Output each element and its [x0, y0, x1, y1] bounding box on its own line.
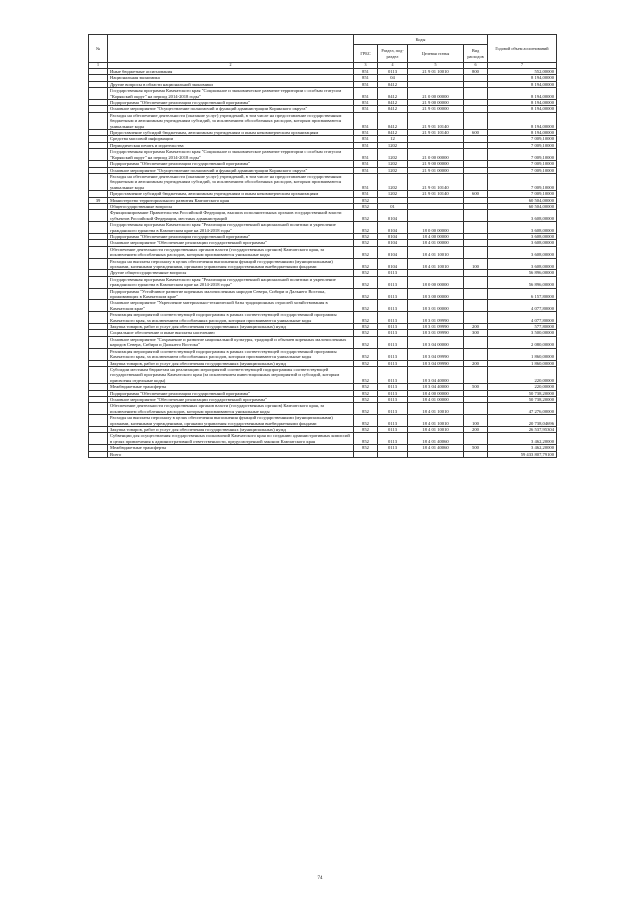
- row-grbs: 852: [354, 336, 378, 348]
- table-row: [89, 348, 557, 360]
- row-amount: 577,80000: [488, 324, 557, 330]
- column-index: 7: [488, 63, 557, 69]
- row-number: [89, 348, 108, 360]
- row-amount: 3 608,00000: [488, 222, 557, 234]
- row-section: 0113: [378, 366, 408, 383]
- row-grbs: 851: [354, 69, 378, 75]
- col-amount-header: Годовой объем ассигнований: [488, 35, 557, 63]
- row-kind: 200: [464, 360, 488, 366]
- row-target: 18 3 04 40000: [408, 384, 464, 390]
- row-name: Государственная программа Камчатского края "Социальное и экономическое развитие территории с особым статусом "Корякский округ" на период 2014-2018 годы": [108, 88, 354, 100]
- row-grbs: 852: [354, 258, 378, 270]
- row-name: Социальное обеспечение и иные выплаты населению: [108, 330, 354, 336]
- table-row: [89, 173, 557, 190]
- row-target: 18 4 00 00000: [408, 233, 464, 239]
- row-amount: 1 860,00000: [488, 360, 557, 366]
- row-target: 18 4 01 00000: [408, 396, 464, 402]
- row-section: 1202: [378, 149, 408, 161]
- row-kind: 100: [464, 415, 488, 427]
- row-grbs: 852: [354, 384, 378, 390]
- row-amount: 20 738,04696: [488, 415, 557, 427]
- row-section: 0113: [378, 312, 408, 324]
- row-kind: 800: [464, 69, 488, 75]
- row-grbs: 851: [354, 136, 378, 142]
- row-name: Другие общегосударственные вопросы: [108, 270, 354, 276]
- table-row: [89, 403, 557, 415]
- row-amount: 7 009,10000: [488, 161, 557, 167]
- row-name: Обеспечение деятельности государственных органов власти (государственных органов) Камчатского края, за исключением обособленных расходов, которым присваиваются уникальные коды: [108, 246, 354, 258]
- row-section: 0104: [378, 246, 408, 258]
- row-section: 0113: [378, 426, 408, 432]
- row-amount: 552,00000: [488, 69, 557, 75]
- row-number: [89, 112, 108, 129]
- row-name: Межбюджетные трансферты: [108, 384, 354, 390]
- row-grbs: 851: [354, 167, 378, 173]
- row-grbs: 852: [354, 366, 378, 383]
- row-name: Подпрограмма "Устойчивое развитие коренных малочисленных народов Севера, Сибири и Дальнего Востока, проживающих в Камчатском крае": [108, 288, 354, 300]
- row-kind: [464, 348, 488, 360]
- row-amount: 7 009,10000: [488, 142, 557, 148]
- total-label: Всего: [108, 451, 354, 457]
- row-target: 21 0 00 00000: [408, 88, 464, 100]
- row-target: 21 9 01 10140: [408, 112, 464, 129]
- row-grbs: 851: [354, 100, 378, 106]
- row-amount: 50 738,20000: [488, 396, 557, 402]
- row-section: 0104: [378, 258, 408, 270]
- row-kind: 200: [464, 426, 488, 432]
- row-amount: 3 462,20000: [488, 445, 557, 451]
- row-amount: 7 009,10000: [488, 167, 557, 173]
- row-target: 18 3 00 00000: [408, 288, 464, 300]
- row-name: Расходы на выплаты персоналу в целях обеспечения выполнения функций государственными (муниципальными) органами, казенными учреждениями, органами управления государственными внебюджетными фондами: [108, 258, 354, 270]
- row-grbs: 851: [354, 106, 378, 112]
- column-index: 5: [408, 63, 464, 69]
- row-section: 0412: [378, 106, 408, 112]
- row-name: Предоставление субсидий бюджетным, автономным учреждениям и иным некоммерческим организациям: [108, 191, 354, 197]
- row-name: Основное мероприятие "Осуществление полномочий и функций администрации Корякского округа": [108, 167, 354, 173]
- row-grbs: 852: [354, 415, 378, 427]
- row-section: 0104: [378, 240, 408, 246]
- col-num-header: №: [89, 35, 108, 63]
- total-num: [89, 451, 108, 457]
- row-amount: 7 009,10000: [488, 191, 557, 197]
- row-name: Общегосударственные вопросы: [108, 203, 354, 209]
- row-grbs: 851: [354, 161, 378, 167]
- row-section: 0113: [378, 445, 408, 451]
- total-empty: [408, 451, 464, 457]
- row-grbs: 852: [354, 240, 378, 246]
- row-name: Расходы на выплаты персоналу в целях обеспечения выполнения функций государственными (муниципальными) органами, казенными учреждениями, органами управления государственными внебюджетными фондами: [108, 415, 354, 427]
- table-row: [89, 366, 557, 383]
- row-amount: 8 194,00000: [488, 112, 557, 129]
- row-number: [89, 366, 108, 383]
- row-section: 0113: [378, 415, 408, 427]
- row-name: Основное мероприятие "Осуществление полномочий и функций администрации Корякского округа": [108, 106, 354, 112]
- table-header: [89, 35, 557, 69]
- row-number: [89, 258, 108, 270]
- row-grbs: 852: [354, 390, 378, 396]
- row-section: 0412: [378, 81, 408, 87]
- table-row: [89, 276, 557, 288]
- row-name: Закупка товаров, работ и услуг для обеспечения государственных (муниципальных) нужд: [108, 324, 354, 330]
- row-amount: 3 608,00000: [488, 246, 557, 258]
- row-kind: [464, 210, 488, 222]
- row-target: 18 3 04 09990: [408, 360, 464, 366]
- row-amount: 220,00000: [488, 384, 557, 390]
- row-amount: 8 194,00000: [488, 130, 557, 136]
- row-number: [89, 246, 108, 258]
- row-name: Субсидии местным бюджетам на реализацию мероприятий соответствующей подпрограммы соответствующей государственной программы Камчатского края (за исключением инвестиционных мероприятий и субсидий, которым присвоены отдельные коды): [108, 366, 354, 383]
- row-amount: 8 194,00000: [488, 75, 557, 81]
- row-number: 39: [89, 197, 108, 203]
- row-target: 18 4 01 40060: [408, 445, 464, 451]
- row-section: 0113: [378, 300, 408, 312]
- row-amount: 3 608,00000: [488, 240, 557, 246]
- row-number: [89, 288, 108, 300]
- row-amount: 3 500,00000: [488, 330, 557, 336]
- row-grbs: 852: [354, 433, 378, 445]
- row-kind: [464, 288, 488, 300]
- column-index: 3: [354, 63, 378, 69]
- row-grbs: 851: [354, 88, 378, 100]
- row-grbs: 852: [354, 312, 378, 324]
- row-kind: [464, 276, 488, 288]
- total-empty: [378, 451, 408, 457]
- row-grbs: 851: [354, 191, 378, 197]
- row-section: 0113: [378, 276, 408, 288]
- row-kind: 600: [464, 191, 488, 197]
- row-target: 18 4 01 00000: [408, 240, 464, 246]
- total-empty: [354, 451, 378, 457]
- row-target: 21 9 01 10140: [408, 173, 464, 190]
- row-number: [89, 433, 108, 445]
- row-name: Иные бюджетные ассигнования: [108, 69, 354, 75]
- row-section: 0113: [378, 330, 408, 336]
- row-section: 1202: [378, 167, 408, 173]
- row-number: [89, 210, 108, 222]
- table-row: [89, 112, 557, 129]
- row-target: 21 9 00 00000: [408, 100, 464, 106]
- row-section: 0104: [378, 222, 408, 234]
- row-target: 18 3 01 09990: [408, 330, 464, 336]
- row-amount: 8 194,00000: [488, 100, 557, 106]
- row-name: Расходы на обеспечение деятельности (оказание услуг) учреждений, в том числе на предоставление государственным бюджетным и автономным учреждениям субсидий, за исключением обособленных расходов, которым присваиваются уникальные коды: [108, 173, 354, 190]
- row-number: [89, 336, 108, 348]
- row-grbs: 852: [354, 276, 378, 288]
- row-grbs: 852: [354, 203, 378, 209]
- row-name: Подпрограмма "Обеспечение реализации государственной программы": [108, 233, 354, 239]
- col-grbs-header: ГРБС: [354, 45, 378, 63]
- row-amount: 7 009,10000: [488, 136, 557, 142]
- row-kind: 300: [464, 330, 488, 336]
- row-name: Предоставление субсидий бюджетным, автономным учреждениям и иным некоммерческим организациям: [108, 130, 354, 136]
- row-section: 0113: [378, 348, 408, 360]
- row-amount: 26 537,95304: [488, 426, 557, 432]
- row-amount: 3 608,00000: [488, 258, 557, 270]
- row-amount: 3 462,20000: [488, 433, 557, 445]
- table-row: [89, 210, 557, 222]
- row-amount: 60 504,00000: [488, 197, 557, 203]
- row-amount: 60 504,00000: [488, 203, 557, 209]
- row-target: 18 3 01 09990: [408, 312, 464, 324]
- table-row: [89, 312, 557, 324]
- row-section: 1202: [378, 191, 408, 197]
- row-amount: 1 860,00000: [488, 348, 557, 360]
- row-grbs: 852: [354, 270, 378, 276]
- row-amount: 6 157,80000: [488, 288, 557, 300]
- row-name: Подпрограмма "Обеспечение реализации государственной программы": [108, 390, 354, 396]
- row-section: 0113: [378, 390, 408, 396]
- row-target: 21 9 01 00000: [408, 106, 464, 112]
- row-section: 12: [378, 136, 408, 142]
- col-kind-header: Вид расходов: [464, 45, 488, 63]
- budget-document: [88, 34, 556, 458]
- row-section: 0113: [378, 396, 408, 402]
- row-section: 0412: [378, 88, 408, 100]
- row-amount: 220,00000: [488, 366, 557, 383]
- row-kind: [464, 246, 488, 258]
- row-section: 1202: [378, 142, 408, 148]
- row-grbs: 852: [354, 445, 378, 451]
- row-target: 18 4 01 10010: [408, 246, 464, 258]
- row-name: Закупка товаров, работ и услуг для обеспечения государственных (муниципальных) нужд: [108, 426, 354, 432]
- row-target: 21 9 01 10010: [408, 69, 464, 75]
- row-target: 18 4 01 10010: [408, 415, 464, 427]
- row-target: 21 0 00 00000: [408, 149, 464, 161]
- row-section: 0113: [378, 336, 408, 348]
- row-kind: [464, 336, 488, 348]
- table-row: [89, 433, 557, 445]
- row-name: Межбюджетные трансферты: [108, 445, 354, 451]
- total-amount: 59 433 807,79100: [488, 451, 557, 457]
- row-target: 21 9 01 10140: [408, 191, 464, 197]
- row-number: [89, 149, 108, 161]
- row-amount: 8 194,00000: [488, 81, 557, 87]
- row-kind: 200: [464, 324, 488, 330]
- row-grbs: 852: [354, 288, 378, 300]
- row-section: 0104: [378, 233, 408, 239]
- row-name: Министерство территориального развития Камчатского края: [108, 197, 354, 203]
- row-target: [408, 210, 464, 222]
- row-name: Государственная программа Камчатского края "Реализация государственной национальной политики и укрепление гражданского единства в Камчатском крае на 2014-2018 годы": [108, 276, 354, 288]
- row-target: 21 9 01 10140: [408, 130, 464, 136]
- row-section: 0412: [378, 130, 408, 136]
- row-section: 0104: [378, 210, 408, 222]
- row-name: Другие вопросы в области национальной экономики: [108, 81, 354, 87]
- column-index: 1: [89, 63, 108, 69]
- table-row: [89, 88, 557, 100]
- row-grbs: 851: [354, 130, 378, 136]
- row-grbs: 851: [354, 75, 378, 81]
- row-section: 0412: [378, 100, 408, 106]
- row-amount: 2 080,00000: [488, 336, 557, 348]
- row-grbs: 852: [354, 324, 378, 330]
- row-amount: 7 009,10000: [488, 173, 557, 190]
- row-name: Функционирование Правительства Российской Федерации, высших исполнительных органов государственной власти субъектов Российской Федерации, местных администраций: [108, 210, 354, 222]
- table-row: [89, 300, 557, 312]
- row-grbs: 852: [354, 396, 378, 402]
- row-kind: 600: [464, 130, 488, 136]
- row-target: 18 4 01 10010: [408, 258, 464, 270]
- row-section: 0113: [378, 270, 408, 276]
- row-grbs: 852: [354, 360, 378, 366]
- table-row: [89, 222, 557, 234]
- row-kind: [464, 149, 488, 161]
- row-kind: [464, 300, 488, 312]
- row-amount: 8 194,00000: [488, 106, 557, 112]
- row-kind: 500: [464, 384, 488, 390]
- row-amount: 4 077,80000: [488, 300, 557, 312]
- row-grbs: 851: [354, 81, 378, 87]
- row-section: 0113: [378, 324, 408, 330]
- row-grbs: 851: [354, 142, 378, 148]
- row-number: [89, 222, 108, 234]
- row-kind: [464, 403, 488, 415]
- row-name: Периодическая печать и издательства: [108, 142, 354, 148]
- table-row: [89, 415, 557, 427]
- row-section: 01: [378, 203, 408, 209]
- column-index: 4: [378, 63, 408, 69]
- row-section: 0412: [378, 112, 408, 129]
- row-name: Реализация мероприятий соответствующей подпрограммы в рамках соответствующей государственной программы Камчатского края, за исключением обособленных расходов, которым присваиваются уникальные коды: [108, 312, 354, 324]
- column-index: 2: [108, 63, 354, 69]
- table-row: [89, 258, 557, 270]
- row-kind: 500: [464, 445, 488, 451]
- row-amount: 8 194,00000: [488, 88, 557, 100]
- row-kind: [464, 433, 488, 445]
- row-section: 04: [378, 75, 408, 81]
- table-row: [89, 288, 557, 300]
- row-grbs: 851: [354, 149, 378, 161]
- col-section-header: Раздел, под-раздел: [378, 45, 408, 63]
- row-name: Основное мероприятие "Обеспечение реализации государственной программы": [108, 396, 354, 402]
- row-grbs: 852: [354, 403, 378, 415]
- row-amount: 4 077,80000: [488, 312, 557, 324]
- row-name: Национальная экономика: [108, 75, 354, 81]
- table-row: [89, 336, 557, 348]
- row-kind: [464, 366, 488, 383]
- codes-header: Коды: [354, 35, 488, 45]
- col-target-header: Целевая статья: [408, 45, 464, 63]
- row-number: [89, 276, 108, 288]
- row-amount: 50 738,20000: [488, 390, 557, 396]
- row-kind: [464, 112, 488, 129]
- row-target: 18 3 04 09990: [408, 348, 464, 360]
- row-number: [89, 88, 108, 100]
- row-target: 18 3 01 00000: [408, 300, 464, 312]
- row-kind: [464, 88, 488, 100]
- table-row: [89, 246, 557, 258]
- row-name: Государственная программа Камчатского края "Социальное и экономическое развитие территории с особым статусом "Корякский округ" на период 2014-2018 годы": [108, 149, 354, 161]
- row-target: 18 3 04 00000: [408, 336, 464, 348]
- row-grbs: 852: [354, 330, 378, 336]
- row-grbs: 851: [354, 112, 378, 129]
- row-grbs: 852: [354, 197, 378, 203]
- row-target: 18 3 04 40000: [408, 366, 464, 383]
- page-number: 74: [317, 876, 323, 881]
- row-name: Расходы на обеспечение деятельности (оказание услуг) учреждений, в том числе на предоставление государственным бюджетным и автономным учреждениям субсидий, за исключением обособленных расходов, которым присваиваются уникальные коды: [108, 112, 354, 129]
- row-section: 0113: [378, 288, 408, 300]
- row-name: Подпрограмма "Обеспечение реализации государственной программы": [108, 161, 354, 167]
- row-name: Средства массовой информации: [108, 136, 354, 142]
- col-name-header: [108, 35, 354, 63]
- row-section: 0113: [378, 360, 408, 366]
- row-name: Основное мероприятие "Сохранение и развитие национальной культуры, традиций и обычаев коренных малочисленных народов Севера, Сибири и Дальнего Востока": [108, 336, 354, 348]
- table-row: [89, 149, 557, 161]
- row-name: Основное мероприятие "Обеспечение реализации государственной программы": [108, 240, 354, 246]
- row-name: Основное мероприятие "Укрепление материально-технической базы традиционных отраслей хозяйствования в Камчатском крае": [108, 300, 354, 312]
- row-kind: 100: [464, 258, 488, 270]
- row-target: 21 9 00 00000: [408, 161, 464, 167]
- total-row: [89, 451, 557, 457]
- budget-table: [88, 34, 557, 458]
- row-section: 0113: [378, 403, 408, 415]
- row-grbs: 852: [354, 426, 378, 432]
- row-amount: 56 896,00000: [488, 270, 557, 276]
- row-target: 21 9 01 00000: [408, 167, 464, 173]
- row-section: 1202: [378, 173, 408, 190]
- row-section: 0113: [378, 433, 408, 445]
- row-target: 18 4 01 40060: [408, 433, 464, 445]
- row-grbs: 852: [354, 348, 378, 360]
- table-body: [89, 69, 557, 452]
- row-number: [89, 300, 108, 312]
- row-target: 18 3 01 09990: [408, 324, 464, 330]
- row-number: [89, 312, 108, 324]
- row-number: [89, 173, 108, 190]
- row-kind: [464, 312, 488, 324]
- row-section: 1202: [378, 161, 408, 167]
- row-target: 18 4 01 10010: [408, 403, 464, 415]
- row-target: 18 4 00 00000: [408, 390, 464, 396]
- row-name: Закупка товаров, работ и услуг для обеспечения государственных (муниципальных) нужд: [108, 360, 354, 366]
- row-amount: 56 896,00000: [488, 276, 557, 288]
- row-kind: [464, 222, 488, 234]
- row-name: Обеспечение деятельности государственных органов власти (государственных органов) Камчатского края, за исключением обособленных расходов, которым присваиваются уникальные коды: [108, 403, 354, 415]
- row-number: [89, 403, 108, 415]
- row-target: 18 0 00 00000: [408, 222, 464, 234]
- row-section: 0113: [378, 69, 408, 75]
- row-amount: 3 608,00000: [488, 210, 557, 222]
- row-target: 18 4 01 10010: [408, 426, 464, 432]
- row-amount: 3 608,00000: [488, 233, 557, 239]
- row-grbs: 851: [354, 173, 378, 190]
- row-name: Государственная программа Камчатского края "Реализация государственной национальной политики и укрепление гражданского единства в Камчатском крае на 2014-2018 годы": [108, 222, 354, 234]
- row-amount: 47 276,00000: [488, 403, 557, 415]
- row-grbs: 852: [354, 233, 378, 239]
- row-name: Реализация мероприятий соответствующей подпрограммы в рамках соответствующей государственной программы Камчатского края, за исключением обособленных расходов, которым присваиваются уникальные коды: [108, 348, 354, 360]
- row-amount: 7 009,10000: [488, 149, 557, 161]
- total-empty: [464, 451, 488, 457]
- row-section: 0113: [378, 384, 408, 390]
- row-grbs: 852: [354, 246, 378, 258]
- row-kind: [464, 173, 488, 190]
- row-grbs: 852: [354, 222, 378, 234]
- row-number: [89, 415, 108, 427]
- row-grbs: 852: [354, 210, 378, 222]
- row-name: Субвенции для осуществления государственных полномочий Камчатского края по созданию административных комиссий в целях привлечения к административной ответственности, предусмотренной законом Камчатского края: [108, 433, 354, 445]
- row-grbs: 852: [354, 300, 378, 312]
- row-target: 18 0 00 00000: [408, 276, 464, 288]
- row-name: Подпрограмма "Обеспечение реализации государственной программы": [108, 100, 354, 106]
- column-index: 6: [464, 63, 488, 69]
